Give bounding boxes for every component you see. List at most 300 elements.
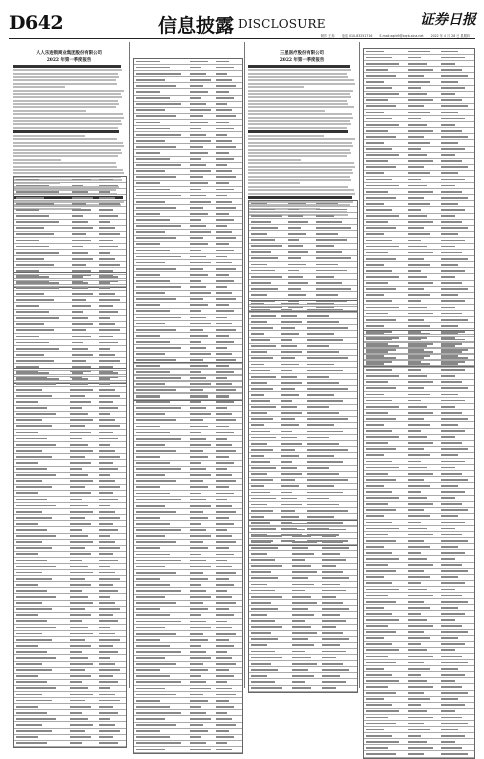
table-cell — [366, 735, 391, 737]
table-cell — [136, 633, 176, 635]
table-cell — [281, 351, 301, 353]
table-cell — [408, 497, 427, 499]
table-cell — [190, 694, 203, 696]
table-cell — [99, 419, 115, 421]
data-table — [13, 176, 127, 288]
table-cell — [190, 486, 208, 488]
table-cell — [322, 663, 342, 665]
table-cell — [408, 485, 430, 487]
table-cell — [366, 87, 391, 89]
text-line — [248, 162, 354, 164]
table-cell — [190, 298, 203, 300]
table-cell — [408, 637, 430, 639]
table-cell — [366, 503, 388, 505]
table-cell — [292, 663, 316, 665]
table-cell — [408, 313, 433, 315]
table-cell — [190, 109, 210, 111]
table-cell — [190, 547, 208, 549]
table-cell — [136, 578, 160, 580]
table-cell — [16, 572, 42, 574]
table-cell — [251, 541, 271, 543]
table-cell — [216, 578, 229, 580]
table-cell — [216, 353, 232, 355]
table-cell — [16, 215, 48, 217]
table-cell — [307, 345, 329, 347]
table-cell — [441, 394, 458, 396]
company-name-left: 人人乐连锁商业集团股份有限公司 — [36, 51, 102, 56]
table-cell — [307, 309, 343, 311]
table-cell — [190, 511, 203, 513]
table-cell — [190, 335, 208, 337]
table-cell — [408, 75, 424, 77]
table-cell — [16, 438, 47, 440]
table-cell — [136, 250, 170, 252]
table-cell — [307, 357, 348, 359]
table-cell — [70, 511, 93, 513]
text-line — [13, 65, 121, 68]
table-cell — [216, 67, 234, 69]
table-cell — [366, 528, 399, 530]
table-cell — [99, 687, 110, 689]
table-cell — [408, 252, 433, 254]
table-cell — [441, 692, 468, 694]
text-line — [248, 69, 351, 71]
table-cell — [441, 215, 455, 217]
table-cell — [408, 717, 433, 719]
table-cell — [441, 252, 462, 254]
table-cell — [190, 675, 201, 677]
text-line — [13, 110, 86, 112]
table-cell — [136, 541, 176, 543]
table-cell — [281, 412, 301, 414]
table-cell — [99, 438, 118, 440]
table-cell — [16, 311, 48, 313]
table-cell — [251, 559, 274, 561]
table-cell — [99, 584, 113, 586]
text-line — [13, 73, 118, 75]
table-cell — [99, 444, 110, 446]
table-cell — [408, 69, 433, 71]
table-cell — [99, 553, 113, 555]
table-cell — [281, 321, 301, 323]
table-cell — [292, 681, 305, 683]
table-cell — [190, 742, 206, 744]
table-cell — [136, 651, 181, 653]
table-cell — [136, 109, 165, 111]
table-cell — [70, 413, 88, 415]
table-cell — [136, 85, 176, 87]
table-cell — [441, 558, 455, 560]
table-cell — [216, 749, 232, 751]
report-title-left: 2022 年第一季度报告 — [46, 58, 92, 63]
table-cell — [288, 288, 301, 290]
table-cell — [70, 669, 85, 671]
table-cell — [190, 201, 210, 203]
table-cell — [216, 419, 236, 421]
table-cell — [441, 148, 465, 150]
table-cell — [408, 333, 430, 335]
table-cell — [322, 675, 339, 677]
table-cell — [441, 729, 458, 731]
table-cell — [216, 694, 236, 696]
table-cell — [16, 480, 42, 482]
table-cell — [441, 209, 465, 211]
table-cell — [136, 450, 176, 452]
table-cell — [251, 663, 271, 665]
table-cell — [292, 565, 311, 567]
table-cell — [408, 589, 427, 591]
table-cell — [136, 444, 165, 446]
table-cell — [441, 197, 468, 199]
table-cell — [216, 195, 227, 197]
table-cell — [366, 69, 388, 71]
table-cell — [288, 221, 308, 223]
table-row — [249, 686, 357, 692]
table-cell — [190, 341, 201, 343]
table-cell — [366, 400, 391, 402]
table-cell — [136, 353, 165, 355]
table-cell — [408, 387, 424, 389]
table-cell — [441, 363, 458, 365]
table-cell — [216, 250, 234, 252]
table-cell — [216, 688, 232, 690]
table-cell — [190, 639, 208, 641]
table-cell — [307, 455, 333, 457]
table-cell — [99, 614, 113, 616]
table-cell — [281, 406, 297, 408]
table-cell — [99, 456, 120, 458]
table-cell — [70, 425, 85, 427]
table-cell — [190, 572, 203, 574]
table-cell — [136, 529, 181, 531]
text-line — [13, 90, 124, 92]
table-cell — [366, 582, 391, 584]
table-cell — [136, 432, 170, 434]
table-cell — [251, 327, 273, 329]
table-cell — [408, 534, 433, 536]
table-cell — [216, 401, 234, 403]
table-cell — [216, 432, 234, 434]
table-cell — [16, 553, 37, 555]
table-cell — [99, 348, 110, 350]
table-cell — [366, 625, 388, 627]
table-cell — [99, 215, 118, 217]
table-cell — [216, 152, 229, 154]
text-line — [248, 172, 353, 174]
table-cell — [216, 256, 227, 258]
table-cell — [99, 620, 118, 622]
table-cell — [322, 620, 345, 622]
table-cell — [281, 443, 301, 445]
table-cell — [216, 486, 229, 488]
table-cell — [441, 288, 468, 290]
table-cell — [136, 493, 170, 495]
table-cell — [366, 485, 384, 487]
table-cell — [99, 663, 115, 665]
table-cell — [441, 227, 468, 229]
table-cell — [281, 467, 297, 469]
table-cell — [316, 264, 338, 266]
table-cell — [136, 365, 160, 367]
table-cell — [190, 85, 203, 87]
table-cell — [251, 620, 274, 622]
table-cell — [441, 112, 458, 114]
table-cell — [251, 239, 274, 241]
text-line — [248, 145, 353, 147]
table-cell — [70, 492, 91, 494]
table-cell — [136, 61, 160, 63]
table-cell — [70, 541, 93, 543]
table-cell — [307, 479, 348, 481]
table-cell — [136, 219, 170, 221]
table-cell — [251, 345, 275, 347]
table-cell — [16, 547, 51, 549]
table-cell — [366, 307, 399, 309]
text-line — [13, 100, 118, 102]
table-cell — [190, 426, 208, 428]
table-cell — [408, 582, 421, 584]
table-cell — [366, 394, 384, 396]
table-cell — [441, 221, 462, 223]
table-cell — [16, 499, 47, 501]
table-cell — [136, 286, 181, 288]
table-cell — [70, 590, 82, 592]
table-cell — [281, 504, 301, 506]
table-cell — [190, 134, 206, 136]
data-table — [363, 330, 475, 759]
table-cell — [408, 656, 433, 658]
table-cell — [251, 203, 267, 205]
table-cell — [441, 570, 468, 572]
table-cell — [408, 753, 424, 755]
table-cell — [190, 736, 201, 738]
table-cell — [16, 191, 58, 193]
table-cell — [441, 381, 462, 383]
table-cell — [408, 400, 421, 402]
table-cell — [288, 294, 306, 296]
table-cell — [216, 280, 234, 282]
table-cell — [99, 383, 110, 385]
table-cell — [408, 674, 421, 676]
table-cell — [99, 329, 120, 331]
table-cell — [190, 432, 201, 434]
table-cell — [190, 657, 210, 659]
table-cell — [190, 243, 208, 245]
table-cell — [216, 292, 232, 294]
table-cell — [216, 450, 236, 452]
table-cell — [366, 288, 395, 290]
table-cell — [441, 637, 458, 639]
table-cell — [316, 221, 343, 223]
table-cell — [99, 413, 110, 415]
table-cell — [16, 227, 43, 229]
table-cell — [292, 608, 308, 610]
table-cell — [307, 382, 338, 384]
table-cell — [99, 639, 120, 641]
table-cell — [322, 547, 349, 549]
table-cell — [366, 430, 391, 432]
table-cell — [366, 601, 395, 603]
table-cell — [408, 467, 427, 469]
table-cell — [366, 124, 399, 126]
table-cell — [408, 643, 421, 645]
table-cell — [99, 499, 118, 501]
table-cell — [136, 268, 176, 270]
table-cell — [70, 687, 88, 689]
table-cell — [99, 371, 113, 373]
table-cell — [16, 209, 38, 211]
table-cell — [216, 633, 236, 635]
table-cell — [441, 233, 458, 235]
table-cell — [408, 564, 433, 566]
table-cell — [70, 718, 88, 720]
table-cell — [190, 383, 210, 385]
table-cell — [288, 264, 306, 266]
table-cell — [190, 633, 203, 635]
table-cell — [99, 517, 120, 519]
table-cell — [366, 319, 395, 321]
text-line — [13, 93, 121, 95]
table-cell — [281, 339, 292, 341]
table-cell — [322, 565, 336, 567]
table-cell — [72, 185, 83, 187]
table-cell — [292, 590, 305, 592]
table-cell — [366, 63, 399, 65]
table-cell — [190, 140, 210, 142]
table-cell — [136, 572, 176, 574]
table-cell — [16, 645, 37, 647]
table-cell — [366, 643, 391, 645]
table-cell — [136, 669, 160, 671]
table-cell — [441, 246, 455, 248]
table-cell — [366, 454, 384, 456]
table-cell — [16, 450, 42, 452]
table-cell — [408, 307, 427, 309]
table-cell — [72, 209, 91, 211]
page-number: D642 — [9, 12, 64, 34]
table-cell — [216, 505, 232, 507]
table-cell — [190, 237, 203, 239]
table-cell — [99, 486, 120, 488]
table-cell — [190, 614, 201, 616]
table-cell — [190, 730, 208, 732]
table-cell — [366, 325, 384, 327]
table-cell — [408, 325, 430, 327]
table-cell — [136, 189, 170, 191]
table-cell — [190, 213, 208, 215]
table-cell — [190, 377, 206, 379]
table-cell — [216, 164, 227, 166]
table-cell — [288, 227, 301, 229]
table-cell — [216, 61, 229, 63]
table-cell — [16, 383, 56, 385]
table-cell — [366, 436, 399, 438]
table-cell — [72, 264, 86, 266]
table-cell — [190, 164, 206, 166]
table-cell — [136, 207, 176, 209]
table-cell — [408, 227, 424, 229]
table-cell — [190, 256, 206, 258]
table-cell — [366, 522, 391, 524]
table-cell — [251, 333, 264, 335]
table-cell — [16, 602, 42, 604]
table-cell — [70, 395, 85, 397]
table-cell — [190, 462, 201, 464]
table-cell — [216, 317, 227, 319]
table-cell — [408, 595, 433, 597]
table-cell — [366, 662, 395, 664]
table-cell — [72, 354, 93, 356]
table-cell — [16, 736, 37, 738]
table-cell — [408, 375, 427, 377]
table-cell — [216, 547, 229, 549]
table-cell — [292, 553, 314, 555]
table-cell — [16, 258, 43, 260]
text-line — [248, 186, 348, 188]
table-cell — [99, 480, 115, 482]
table-cell — [441, 118, 465, 120]
table-cell — [99, 492, 113, 494]
table-cell — [16, 608, 51, 610]
table-cell — [136, 329, 176, 331]
table-cell — [190, 523, 201, 525]
table-cell — [408, 154, 427, 156]
table-cell — [16, 511, 42, 513]
table-cell — [408, 454, 430, 456]
table-cell — [70, 651, 82, 653]
table-cell — [70, 401, 91, 403]
table-cell — [136, 164, 181, 166]
table-cell — [441, 473, 462, 475]
table-cell — [70, 432, 91, 434]
table-cell — [366, 240, 391, 242]
table-cell — [408, 430, 421, 432]
table-cell — [366, 491, 391, 493]
table-cell — [408, 613, 421, 615]
table-cell — [99, 511, 115, 513]
table-cell — [216, 511, 236, 513]
table-cell — [70, 681, 82, 683]
table-cell — [408, 203, 430, 205]
table-cell — [366, 172, 384, 174]
table-cell — [190, 389, 203, 391]
table-cell — [441, 87, 465, 89]
table-cell — [16, 675, 37, 677]
table-cell — [190, 353, 210, 355]
text-line — [248, 142, 352, 144]
table-cell — [441, 339, 465, 341]
table-cell — [366, 357, 395, 359]
table-cell — [441, 400, 465, 402]
table-cell — [72, 221, 88, 223]
table-cell — [251, 245, 282, 247]
table-cell — [366, 339, 391, 341]
table-cell — [216, 736, 234, 738]
table-cell — [441, 619, 455, 621]
table-cell — [70, 523, 91, 525]
table-cell — [190, 590, 206, 592]
table-cell — [99, 657, 110, 659]
table-cell — [136, 706, 170, 708]
table-cell — [70, 474, 88, 476]
table-cell — [441, 741, 455, 743]
table-cell — [288, 209, 299, 211]
table-cell — [190, 323, 210, 325]
table-cell — [408, 264, 430, 266]
table-cell — [190, 359, 203, 361]
table-cell — [366, 270, 391, 272]
table-cell — [251, 571, 271, 573]
